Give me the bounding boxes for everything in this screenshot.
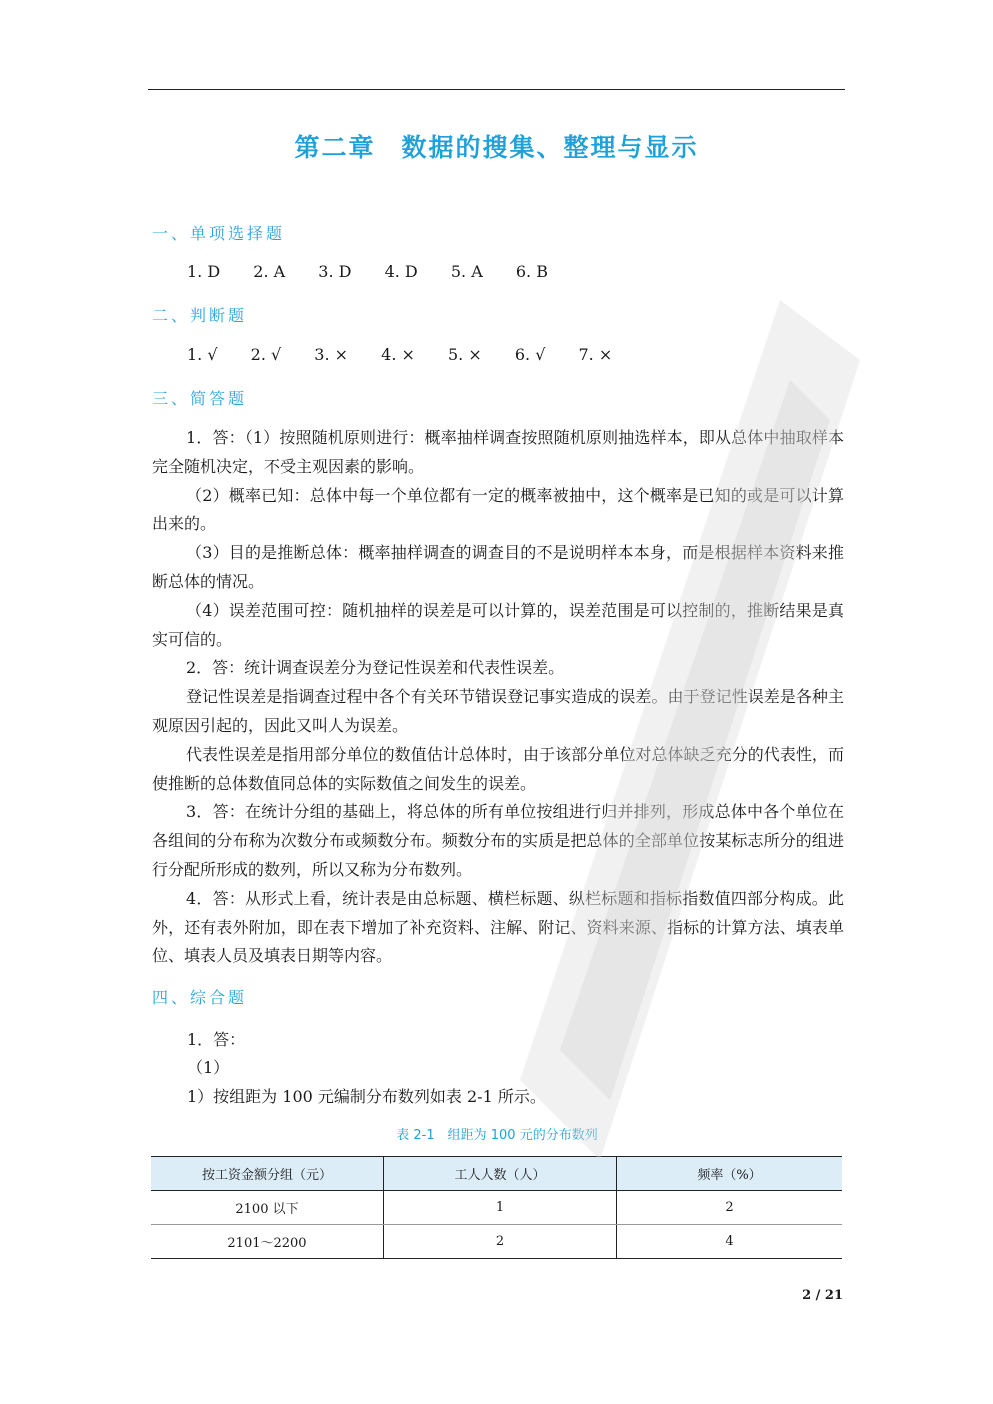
answer-item: 6. √	[514, 345, 546, 364]
table-cell: 4	[617, 1225, 843, 1259]
table-header-cell: 按工资金额分组（元）	[151, 1157, 384, 1191]
paragraph: 1．答：（1）按照随机原则进行：概率抽样调查按照随机原则抽选样本，即从总体中抽取样本完全随机决定，不受主观因素的影响。	[152, 428, 844, 476]
answer-item: 4. D	[384, 262, 418, 281]
comprehensive-line: （1）	[187, 1058, 230, 1077]
table-cell: 2101～2200	[151, 1225, 384, 1259]
answer-item: 5. A	[450, 262, 483, 281]
judge-answers	[187, 345, 640, 364]
paragraph: （2）概率已知：总体中每一个单位都有一定的概率被抽中，这个概率是已知的或是可以计算出来的。	[152, 485, 844, 534]
page-number: 2 / 21	[802, 1288, 843, 1303]
answer-item: 6. B	[515, 262, 548, 281]
paragraph: 登记性误差是指调查过程中各个有关环节错误登记事实造成的误差。由于登记性误差是各种主观原因引起的，因此又叫人为误差。	[152, 687, 844, 735]
table-cell: 1	[384, 1191, 617, 1225]
answer-item: 7. ×	[578, 345, 613, 364]
comprehensive-line: 1．答：	[187, 1030, 246, 1049]
table-row	[151, 1191, 842, 1225]
distribution-table	[151, 1156, 842, 1259]
choice-answers	[187, 262, 576, 281]
paragraph: 代表性误差是指用部分单位的数值估计总体时，由于该部分单位对总体缺乏充分的代表性，而使推断的总体数值同总体的实际数值之间发生的误差。	[152, 744, 844, 793]
section-heading-comprehensive: 四、综合题	[152, 988, 248, 1007]
paragraph: 4．答：从形式上看，统计表是由总标题、横栏标题、纵栏标题和指标指数值四部分构成。此外，还有表外附加，即在表下增加了补充资料、注解、附记、资料来源、指标的计算方法、填表单位、填表人员及填表日期等内容。	[152, 888, 844, 966]
table-cell: 2	[384, 1225, 617, 1259]
short-answer-body	[152, 424, 844, 971]
chapter-title	[148, 128, 845, 164]
chapter-name: 数据的搜集、整理与显示	[401, 133, 699, 162]
answer-item: 1. √	[187, 345, 218, 364]
section-heading-true-false: 二、判断题	[152, 306, 248, 325]
table-cell: 2100 以下	[151, 1191, 384, 1225]
section-heading-single-choice: 一、单项选择题	[152, 224, 286, 243]
answer-item: 4. ×	[381, 345, 415, 364]
header-rule	[148, 89, 845, 90]
table-header-cell: 工人人数（人）	[384, 1157, 617, 1191]
paragraph: （3）目的是推断总体：概率抽样调查的调查目的不是说明样本本身，而是根据样本资料来推断总体的情况。	[152, 543, 844, 591]
answer-item: 2. A	[253, 262, 286, 281]
answer-item: 2. √	[250, 345, 282, 364]
table-caption: 表 2-1 组距为 100 元的分布数列	[396, 1128, 598, 1143]
table-row	[151, 1225, 842, 1259]
chapter-number: 第二章	[294, 133, 376, 162]
answer-item: 3. D	[318, 262, 352, 281]
comprehensive-line: 1）按组距为 100 元编制分布数列如表 2-1 所示。	[187, 1087, 546, 1106]
answer-item: 5. ×	[448, 345, 482, 364]
table-header-cell: 频率（%）	[617, 1157, 843, 1191]
answer-item: 3. ×	[314, 345, 349, 364]
section-heading-short-answer: 三、简答题	[152, 389, 248, 408]
table-cell: 2	[617, 1191, 843, 1225]
paragraph: 2．答：统计调查误差分为登记性误差和代表性误差。	[186, 658, 565, 678]
answer-item: 1. D	[187, 262, 221, 281]
table-header-row	[151, 1157, 842, 1191]
paragraph: （4）误差范围可控：随机抽样的误差是可以计算的，误差范围是可以控制的，推断结果是真实可信的。	[152, 600, 844, 649]
paragraph: 3．答：在统计分组的基础上，将总体的所有单位按组进行归并排列，形成总体中各个单位在各组间的分布称为次数分布或频数分布。频数分布的实质是把总体的全部单位按某标志所分的组进行分配所形成的数列，所以又称为分布数列。	[152, 802, 844, 879]
